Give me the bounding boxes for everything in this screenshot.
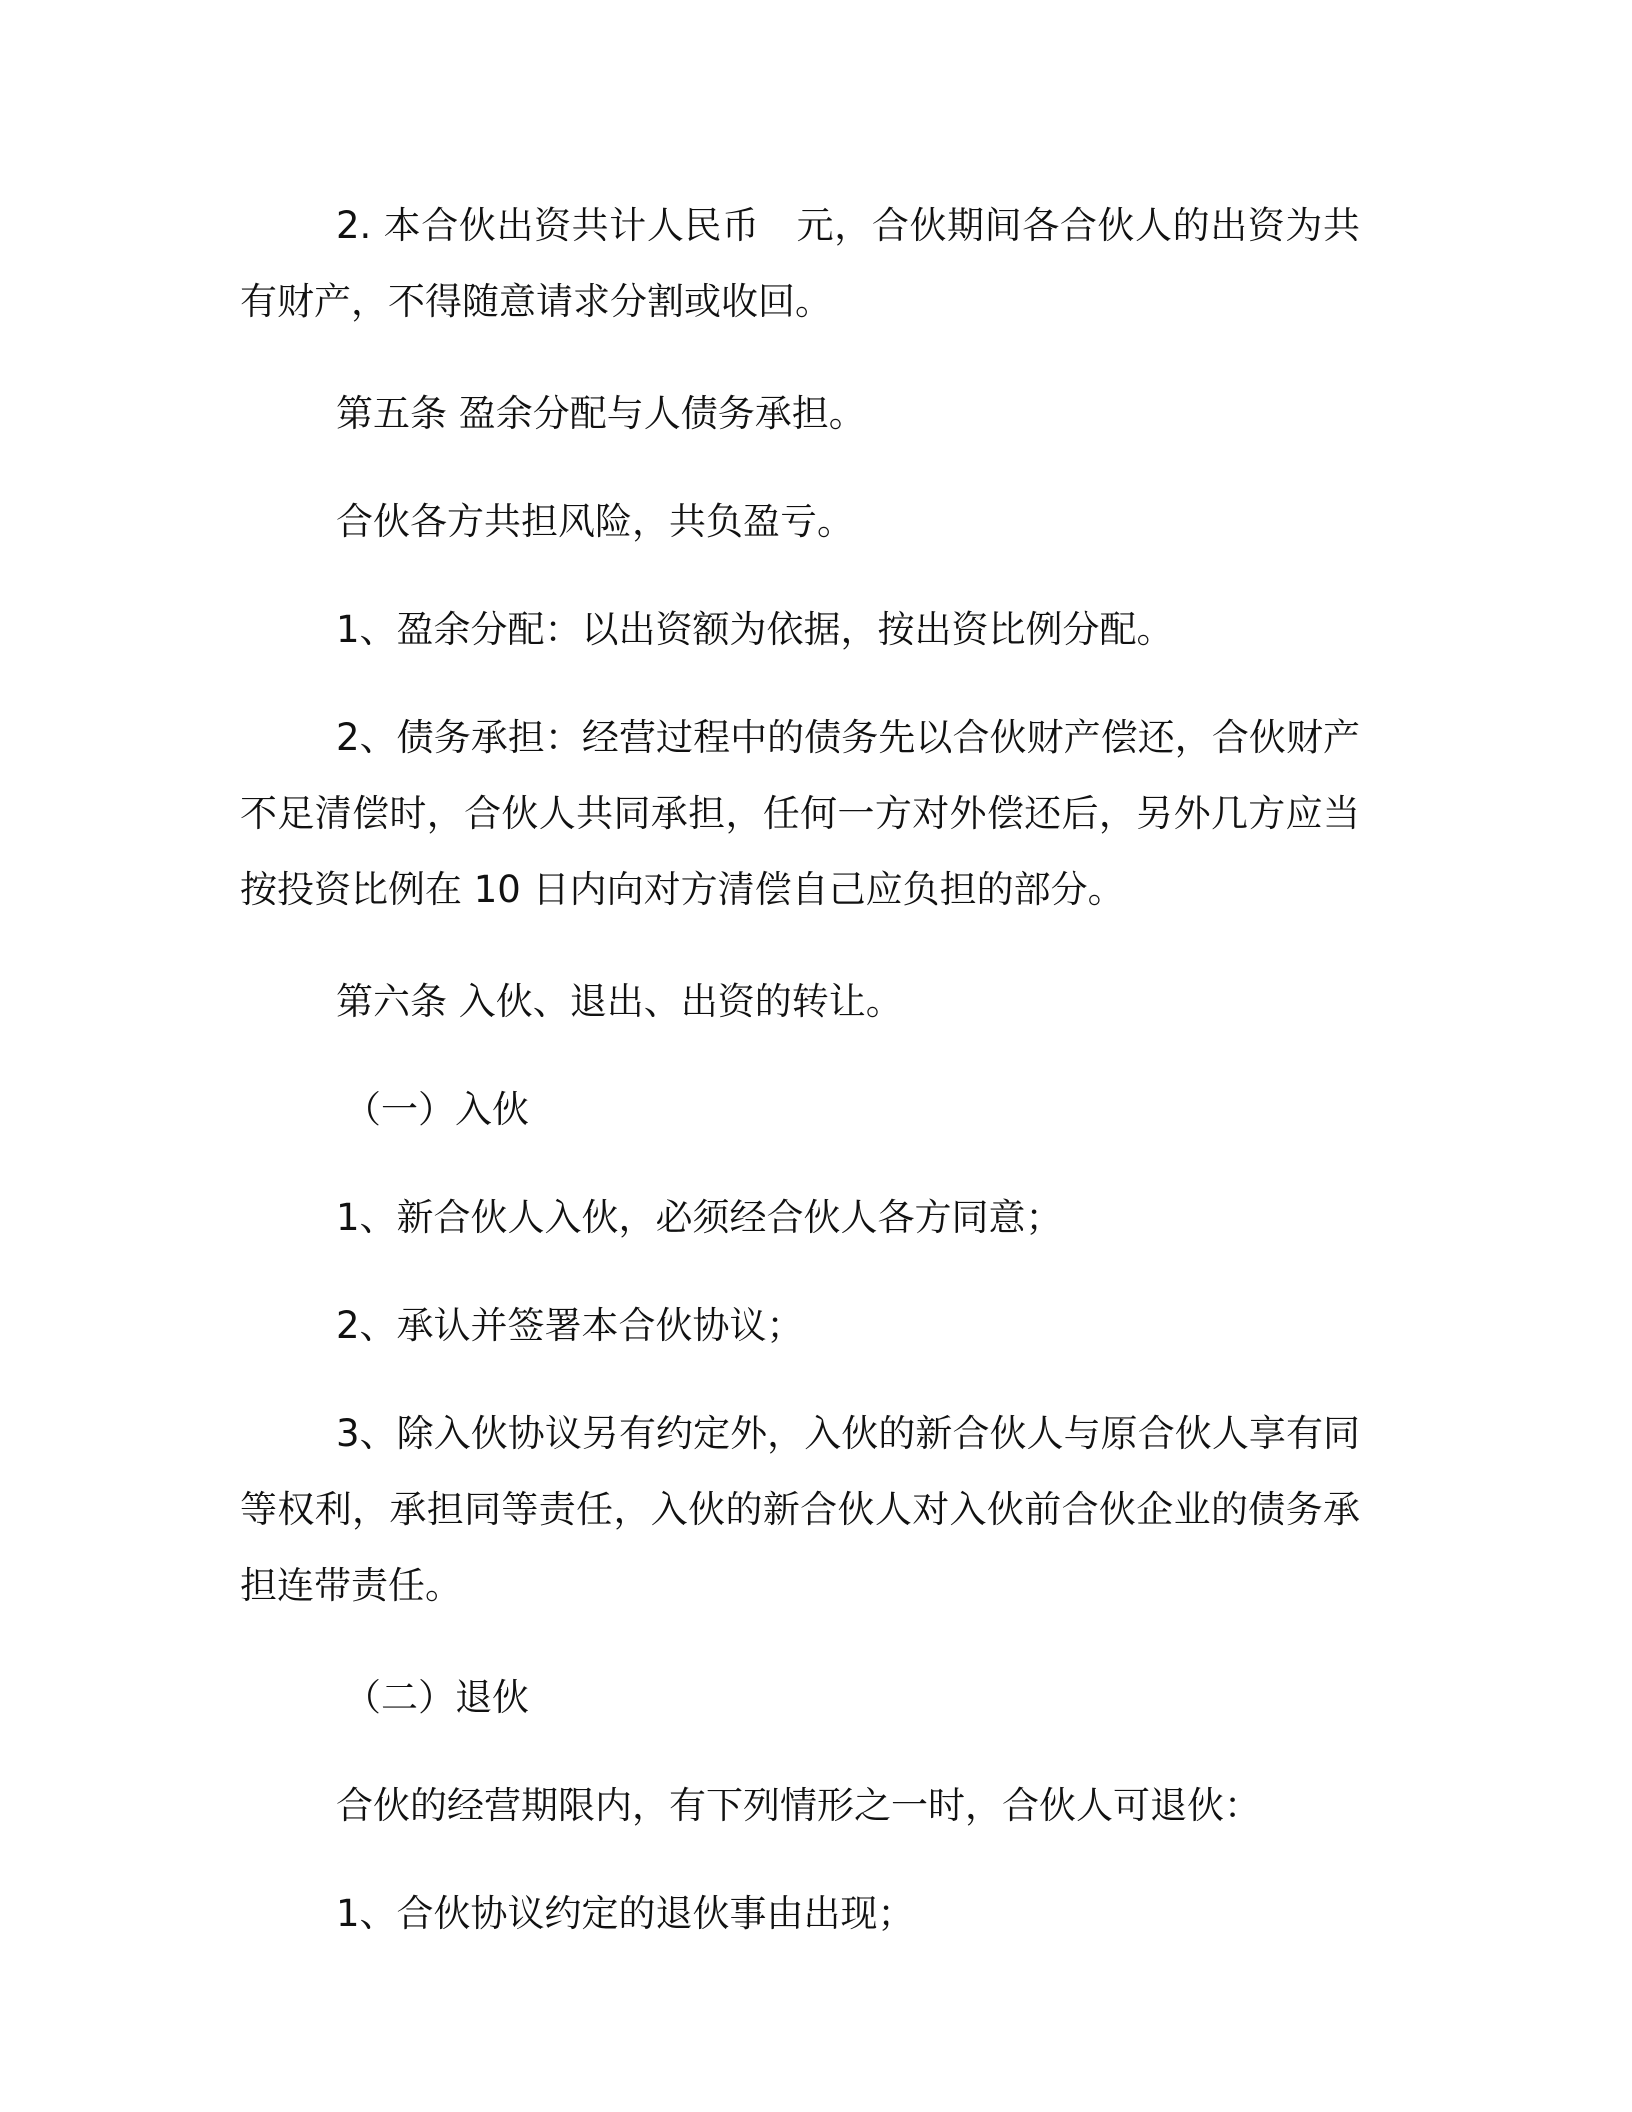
paragraph-debt-bearing: 2、债务承担：经营过程中的债务先以合伙财产偿还，合伙财产不足清偿时，合伙人共同承担，任何一方对外偿还后，另外几方应当按投资比例在 10 日内向对方清偿自己应负担的部分。 (240, 716, 1360, 911)
list-item-joining-consent: 1、新合伙人入伙，必须经合伙人各方同意； (336, 1196, 1063, 1239)
document-body (240, 188, 1360, 1984)
list-item-joining-equal-rights: 3、除入伙协议另有约定外，入伙的新合伙人与原合伙人享有同等权利，承担同等责任，入伙的新合伙人对入伙前合伙企业的债务承担连带责任。 (240, 1412, 1360, 1607)
list-item-joining-sign-agreement: 2、承认并签署本合伙协议； (336, 1304, 804, 1347)
subheading-withdrawal: （二）退伙 (344, 1676, 529, 1719)
subheading-joining: （一）入伙 (344, 1088, 529, 1131)
paragraph-withdrawal-conditions: 合伙的经营期限内，有下列情形之一时，合伙人可退伙： (336, 1784, 1261, 1827)
paragraph-shared-risk: 合伙各方共担风险，共负盈亏。 (336, 500, 854, 543)
paragraph-profit-distribution: 1、盈余分配：以出资额为依据，按出资比例分配。 (336, 608, 1174, 651)
list-item-withdrawal-agreed-cause: 1、合伙协议约定的退伙事由出现； (336, 1892, 915, 1935)
heading-article-five: 第五条 盈余分配与人债务承担。 (336, 392, 866, 435)
heading-article-six: 第六条 入伙、退出、出资的转让。 (336, 980, 903, 1023)
paragraph-capital-contribution: 2. 本合伙出资共计人民币 元，合伙期间各合伙人的出资为共有财产，不得随意请求分割或收回。 (240, 204, 1360, 323)
